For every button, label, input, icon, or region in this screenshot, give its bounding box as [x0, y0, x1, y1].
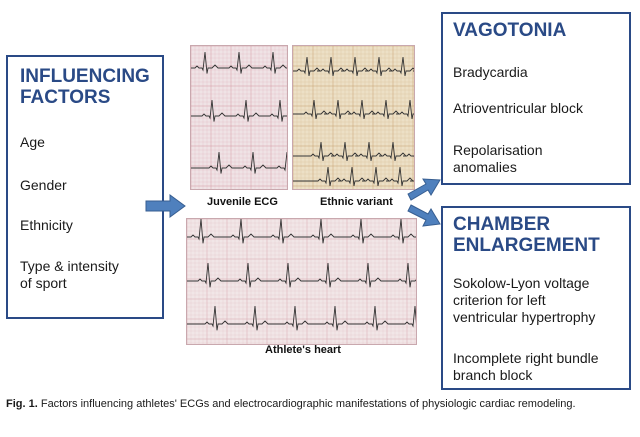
vagotonia-bradycardia: Bradycardia	[453, 64, 528, 80]
vagotonia-box	[441, 12, 631, 185]
influencing-factors-title-line2: FACTORS	[20, 86, 111, 108]
chamber-rbbb-line1: Incomplete right bundle	[453, 350, 599, 366]
vagotonia-repolarisation-line1: Repolarisation	[453, 142, 543, 158]
chamber-sokolow-line2: criterion for left	[453, 292, 546, 309]
arrow-to-chamber-enlargement	[408, 205, 440, 226]
ethnic-variant-label: Ethnic variant	[320, 196, 393, 208]
chamber-sokolow-line1: Sokolow-Lyon voltage	[453, 275, 590, 291]
chamber-incomplete-rbbb	[453, 350, 631, 384]
arrow-to-ecgs	[146, 195, 185, 217]
chamber-enlargement-box	[441, 206, 631, 390]
vagotonia-repolarisation-line2: anomalies	[453, 159, 517, 176]
juvenile-ecg-label: Juvenile ECG	[207, 196, 278, 208]
chamber-enlargement-title-line2: ENLARGEMENT	[453, 234, 600, 256]
chamber-rbbb-line2: branch block	[453, 367, 533, 384]
factor-sport-type-line1: Type & intensity	[20, 258, 119, 274]
vagotonia-repolarisation	[453, 142, 631, 176]
vagotonia-av-block: Atrioventricular block	[453, 100, 583, 116]
chamber-enlargement-title-line1: CHAMBER	[453, 214, 551, 235]
chamber-sokolow-lyon	[453, 275, 631, 326]
figure-caption-label: Fig. 1.	[6, 398, 38, 410]
figure-caption-text: Factors influencing athletes' ECGs and electrocardiographic manifestations of physiologic cardiac remodeling.	[40, 398, 576, 410]
figure-caption	[6, 397, 634, 412]
arrow-to-vagotonia	[408, 179, 440, 200]
vagotonia-title: VAGOTONIA	[453, 20, 567, 41]
athletes-heart-label: Athlete's heart	[265, 344, 341, 356]
influencing-factors-title-line1: INFLUENCING	[20, 66, 150, 87]
factor-gender: Gender	[20, 177, 67, 193]
factor-ethnicity: Ethnicity	[20, 217, 73, 233]
factor-sport-type-line2: of sport	[20, 275, 67, 292]
chamber-sokolow-line3: ventricular hypertrophy	[453, 309, 596, 326]
factor-age: Age	[20, 134, 45, 150]
chamber-enlargement-title	[453, 215, 600, 256]
